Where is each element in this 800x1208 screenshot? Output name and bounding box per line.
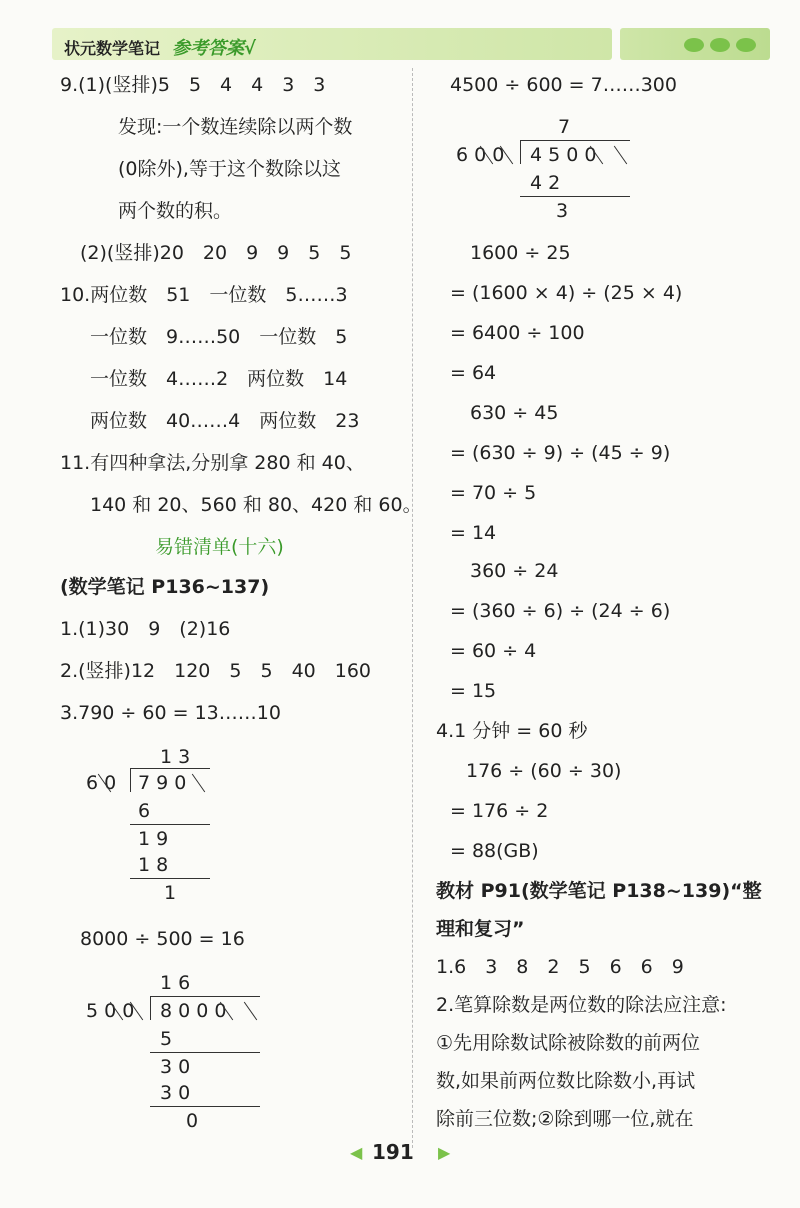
calc-360-24: 360 ÷ 24 xyxy=(470,560,559,582)
quotient: 1 6 xyxy=(160,972,191,994)
column-divider xyxy=(412,68,413,1148)
q9-part1: 9.(1)(竖排)5 5 4 4 3 3 xyxy=(60,74,326,96)
answer-2: 2.(竖排)12 120 5 5 40 160 xyxy=(60,660,372,682)
division-bracket xyxy=(130,768,131,792)
page-number: 191 xyxy=(372,1140,414,1164)
q10-line4: 两位数 40……4 两位数 23 xyxy=(90,410,360,432)
header-title: 状元数学笔记 xyxy=(64,39,161,58)
calc-step: = 6400 ÷ 100 xyxy=(450,322,585,344)
calc-step: = 70 ÷ 5 xyxy=(450,482,537,504)
arrow-left-icon: ◀ xyxy=(350,1143,363,1162)
textbook-answer-2-line3: 数,如果前两位数比除数小,再试 xyxy=(436,1070,696,1092)
step-product: 5 xyxy=(160,1028,173,1050)
q11-line1: 11.有四种拿法,分别拿 280 和 40、 xyxy=(60,452,365,474)
step-line xyxy=(130,878,210,879)
answer-4-step: 176 ÷ (60 ÷ 30) xyxy=(466,760,622,782)
division-bar xyxy=(150,996,260,997)
step-line xyxy=(130,824,210,825)
strike-mark xyxy=(244,1002,257,1021)
step-product: 3 0 xyxy=(160,1082,191,1104)
answer-4: 4.1 分钟 = 60 秒 xyxy=(436,720,588,742)
calc-result: = 64 xyxy=(450,362,497,384)
textbook-answer-1: 1.6 3 8 2 5 6 6 9 xyxy=(436,956,684,978)
answer-1: 1.(1)30 9 (2)16 xyxy=(60,618,231,640)
division-bar xyxy=(520,140,630,141)
equation-4500-600: 4500 ÷ 600 = 7……300 xyxy=(450,74,677,96)
step-product: 6 xyxy=(138,800,151,822)
step-product: 4 2 xyxy=(530,172,561,194)
strike-mark xyxy=(192,774,205,793)
equation-8000-500: 8000 ÷ 500 = 16 xyxy=(80,928,245,950)
q10-line3: 一位数 4……2 两位数 14 xyxy=(90,368,348,390)
final-remainder: 3 xyxy=(556,200,569,222)
textbook-heading-line2: 理和复习” xyxy=(436,918,525,940)
q10-line1: 10.两位数 51 一位数 5……3 xyxy=(60,284,348,306)
calc-result: = 14 xyxy=(450,522,497,544)
quotient: 7 xyxy=(558,116,571,138)
q10-line2: 一位数 9……50 一位数 5 xyxy=(90,326,348,348)
arrow-right-icon: ▶ xyxy=(438,1143,451,1162)
answer-3: 3.790 ÷ 60 = 13……10 xyxy=(60,702,281,724)
division-bar xyxy=(130,768,210,769)
final-remainder: 0 xyxy=(186,1110,199,1132)
dot-icon xyxy=(684,38,704,52)
textbook-answer-2-line4: 除前三位数;②除到哪一位,就在 xyxy=(436,1108,694,1130)
textbook-heading-line1: 教材 P91(数学笔记 P138~139)“整 xyxy=(436,880,762,902)
dot-icon xyxy=(736,38,756,52)
step-line xyxy=(520,196,630,197)
calc-result: = 15 xyxy=(450,680,497,702)
divisor: 6 0 0 xyxy=(456,144,505,166)
calc-step: = 60 ÷ 4 xyxy=(450,640,537,662)
calc-step: = (630 ÷ 9) ÷ (45 ÷ 9) xyxy=(450,442,671,464)
calc-1600-25: 1600 ÷ 25 xyxy=(470,242,571,264)
calc-630-45: 630 ÷ 45 xyxy=(470,402,559,424)
dividend: 7 9 0 xyxy=(138,772,187,794)
calc-step: = (360 ÷ 6) ÷ (24 ÷ 6) xyxy=(450,600,671,622)
check-icon: √ xyxy=(244,38,257,59)
q9-finding-line3: 两个数的积。 xyxy=(118,200,233,222)
quotient: 1 3 xyxy=(160,746,191,768)
step-line xyxy=(150,1106,260,1107)
division-bracket xyxy=(150,996,151,1020)
q9-finding-line2: (0除外),等于这个数除以这 xyxy=(118,158,341,180)
q9-part2: (2)(竖排)20 20 9 9 5 5 xyxy=(80,242,352,264)
dividend: 4 5 0 0 xyxy=(530,144,597,166)
textbook-answer-2-line2: ①先用除数试除被除数的前两位 xyxy=(436,1032,701,1054)
section-title: 易错清单(十六) xyxy=(155,536,284,558)
step-line xyxy=(150,1052,260,1053)
divisor: 5 0 0 xyxy=(86,1000,135,1022)
dividend: 8 0 0 0 xyxy=(160,1000,227,1022)
dot-icon xyxy=(710,38,730,52)
divisor: 6 0 xyxy=(86,772,117,794)
step-product: 1 8 xyxy=(138,854,169,876)
final-remainder: 1 xyxy=(164,882,177,904)
textbook-answer-2: 2.笔算除数是两位数的除法应注意: xyxy=(436,994,727,1016)
q9-finding-line1: 发现:一个数连续除以两个数 xyxy=(118,116,353,138)
division-bracket xyxy=(520,140,521,164)
step-remainder: 1 9 xyxy=(138,828,169,850)
answer-4-step: = 176 ÷ 2 xyxy=(450,800,549,822)
q11-line2: 140 和 20、560 和 80、420 和 60。 xyxy=(90,494,422,516)
header-subtitle: 参考答案√ xyxy=(172,38,257,59)
answer-4-result: = 88(GB) xyxy=(450,840,539,862)
step-remainder: 3 0 xyxy=(160,1056,191,1078)
calc-step: = (1600 × 4) ÷ (25 × 4) xyxy=(450,282,683,304)
strike-mark xyxy=(614,146,627,165)
source-reference: (数学笔记 P136~137) xyxy=(60,576,270,598)
